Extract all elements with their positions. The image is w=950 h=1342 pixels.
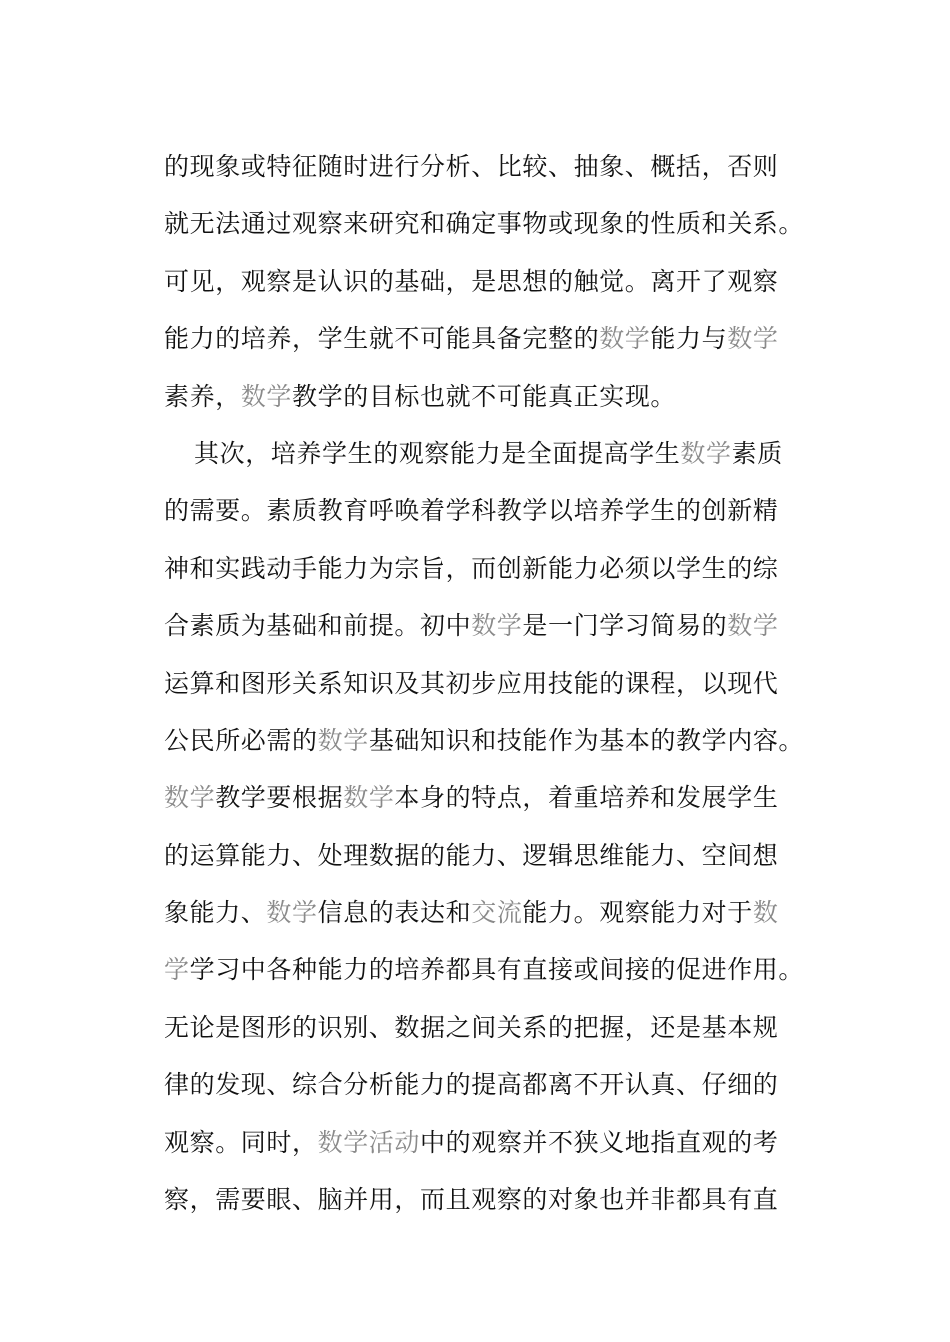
text-segment: 的现象或特征随时进行分析、比较、抽象、概括，否则: [164, 152, 779, 181]
text-segment: 就无法通过观察来研究和确定事物或现象的性质和关系。: [164, 209, 805, 239]
highlighted-term: 交流: [471, 898, 523, 928]
text-segment: 其次，培养学生的观察能力是全面提高学生: [194, 438, 681, 468]
text-segment: 素质: [731, 438, 783, 468]
text-line: [164, 195, 804, 252]
text-segment: 能力。观察能力对于: [522, 898, 753, 928]
text-segment: 无论是图形的识别、数据之间关系的把握，还是基本规: [164, 1012, 779, 1042]
body-text: [164, 138, 804, 1228]
text-line: [164, 1056, 804, 1113]
highlighted-term: 数学: [680, 438, 732, 468]
text-segment: 神和实践动手能力为宗旨，而创新能力必须以学生的综: [164, 553, 779, 583]
text-line: [164, 655, 804, 712]
text-line: [164, 597, 804, 654]
text-line: [164, 310, 804, 367]
text-line: [164, 425, 804, 482]
text-segment: 能力与: [650, 324, 728, 354]
text-segment: 教学的目标也就不可能真正实现。: [292, 381, 677, 411]
text-segment: 象能力、: [164, 898, 267, 928]
highlighted-term: 数学: [727, 611, 779, 641]
text-line: [164, 941, 804, 998]
text-segment: 基础知识和技能作为基本的教学内容。: [368, 725, 805, 755]
text-line: [164, 138, 804, 195]
text-segment: 素养，: [164, 381, 241, 411]
highlighted-term: 数学: [266, 898, 318, 928]
highlighted-term: 数学: [164, 783, 216, 813]
text-segment: 信息的表达和: [317, 898, 472, 928]
text-segment: 本身的特点，着重培养和发展学生: [394, 783, 779, 813]
text-segment: 教学要根据: [215, 783, 344, 813]
text-segment: 中的观察并不狭义地指直观的考: [420, 1127, 779, 1157]
highlighted-term: 数学: [240, 381, 293, 411]
text-segment: 的运算能力、处理数据的能力、逻辑思维能力、空间想: [164, 840, 779, 870]
text-segment: 观察。同时，: [164, 1127, 318, 1157]
text-line: [164, 253, 804, 310]
text-line: [164, 1171, 804, 1228]
text-line: [164, 368, 804, 425]
highlighted-term: 数: [752, 898, 779, 928]
text-line: [164, 999, 804, 1056]
text-segment: 学习中各种能力的培养都具有直接或间接的促进作用。: [189, 955, 805, 985]
text-segment: 运算和图形关系知识及其初步应用技能的课程，以现代: [164, 668, 779, 698]
text-line: [164, 712, 804, 769]
text-line: [164, 540, 804, 597]
text-line: [164, 1114, 804, 1171]
text-segment: 的需要。素质教育呼唤着学科教学以培养学生的创新精: [164, 496, 779, 526]
text-segment: 公民所必需的: [164, 725, 318, 755]
text-segment: 能力的培养，学生就不可能具备完整的: [164, 324, 600, 354]
highlighted-term: 数学: [599, 324, 651, 354]
highlighted-term: 数学: [471, 611, 523, 641]
text-segment: 律的发现、综合分析能力的提高都离不开认真、仔细的: [164, 1070, 779, 1100]
text-line: [164, 769, 804, 826]
text-segment: 察，需要眼、脑并用，而且观察的对象也并非都具有直: [164, 1185, 779, 1215]
text-line: [164, 884, 804, 941]
highlighted-term: 数学: [317, 725, 369, 755]
highlighted-term: 学: [164, 955, 190, 985]
highlighted-term: 数学: [343, 783, 395, 813]
highlighted-term: 数学活动: [317, 1127, 421, 1157]
text-line: [164, 482, 804, 539]
highlighted-term: 数学: [727, 324, 779, 354]
text-segment: 是一门学习简易的: [522, 611, 728, 641]
text-segment: 合素质为基础和前提。初中: [164, 611, 472, 641]
text-segment: 可见，观察是认识的基础，是思想的触觉。离开了观察: [164, 266, 779, 296]
text-line: [164, 827, 804, 884]
